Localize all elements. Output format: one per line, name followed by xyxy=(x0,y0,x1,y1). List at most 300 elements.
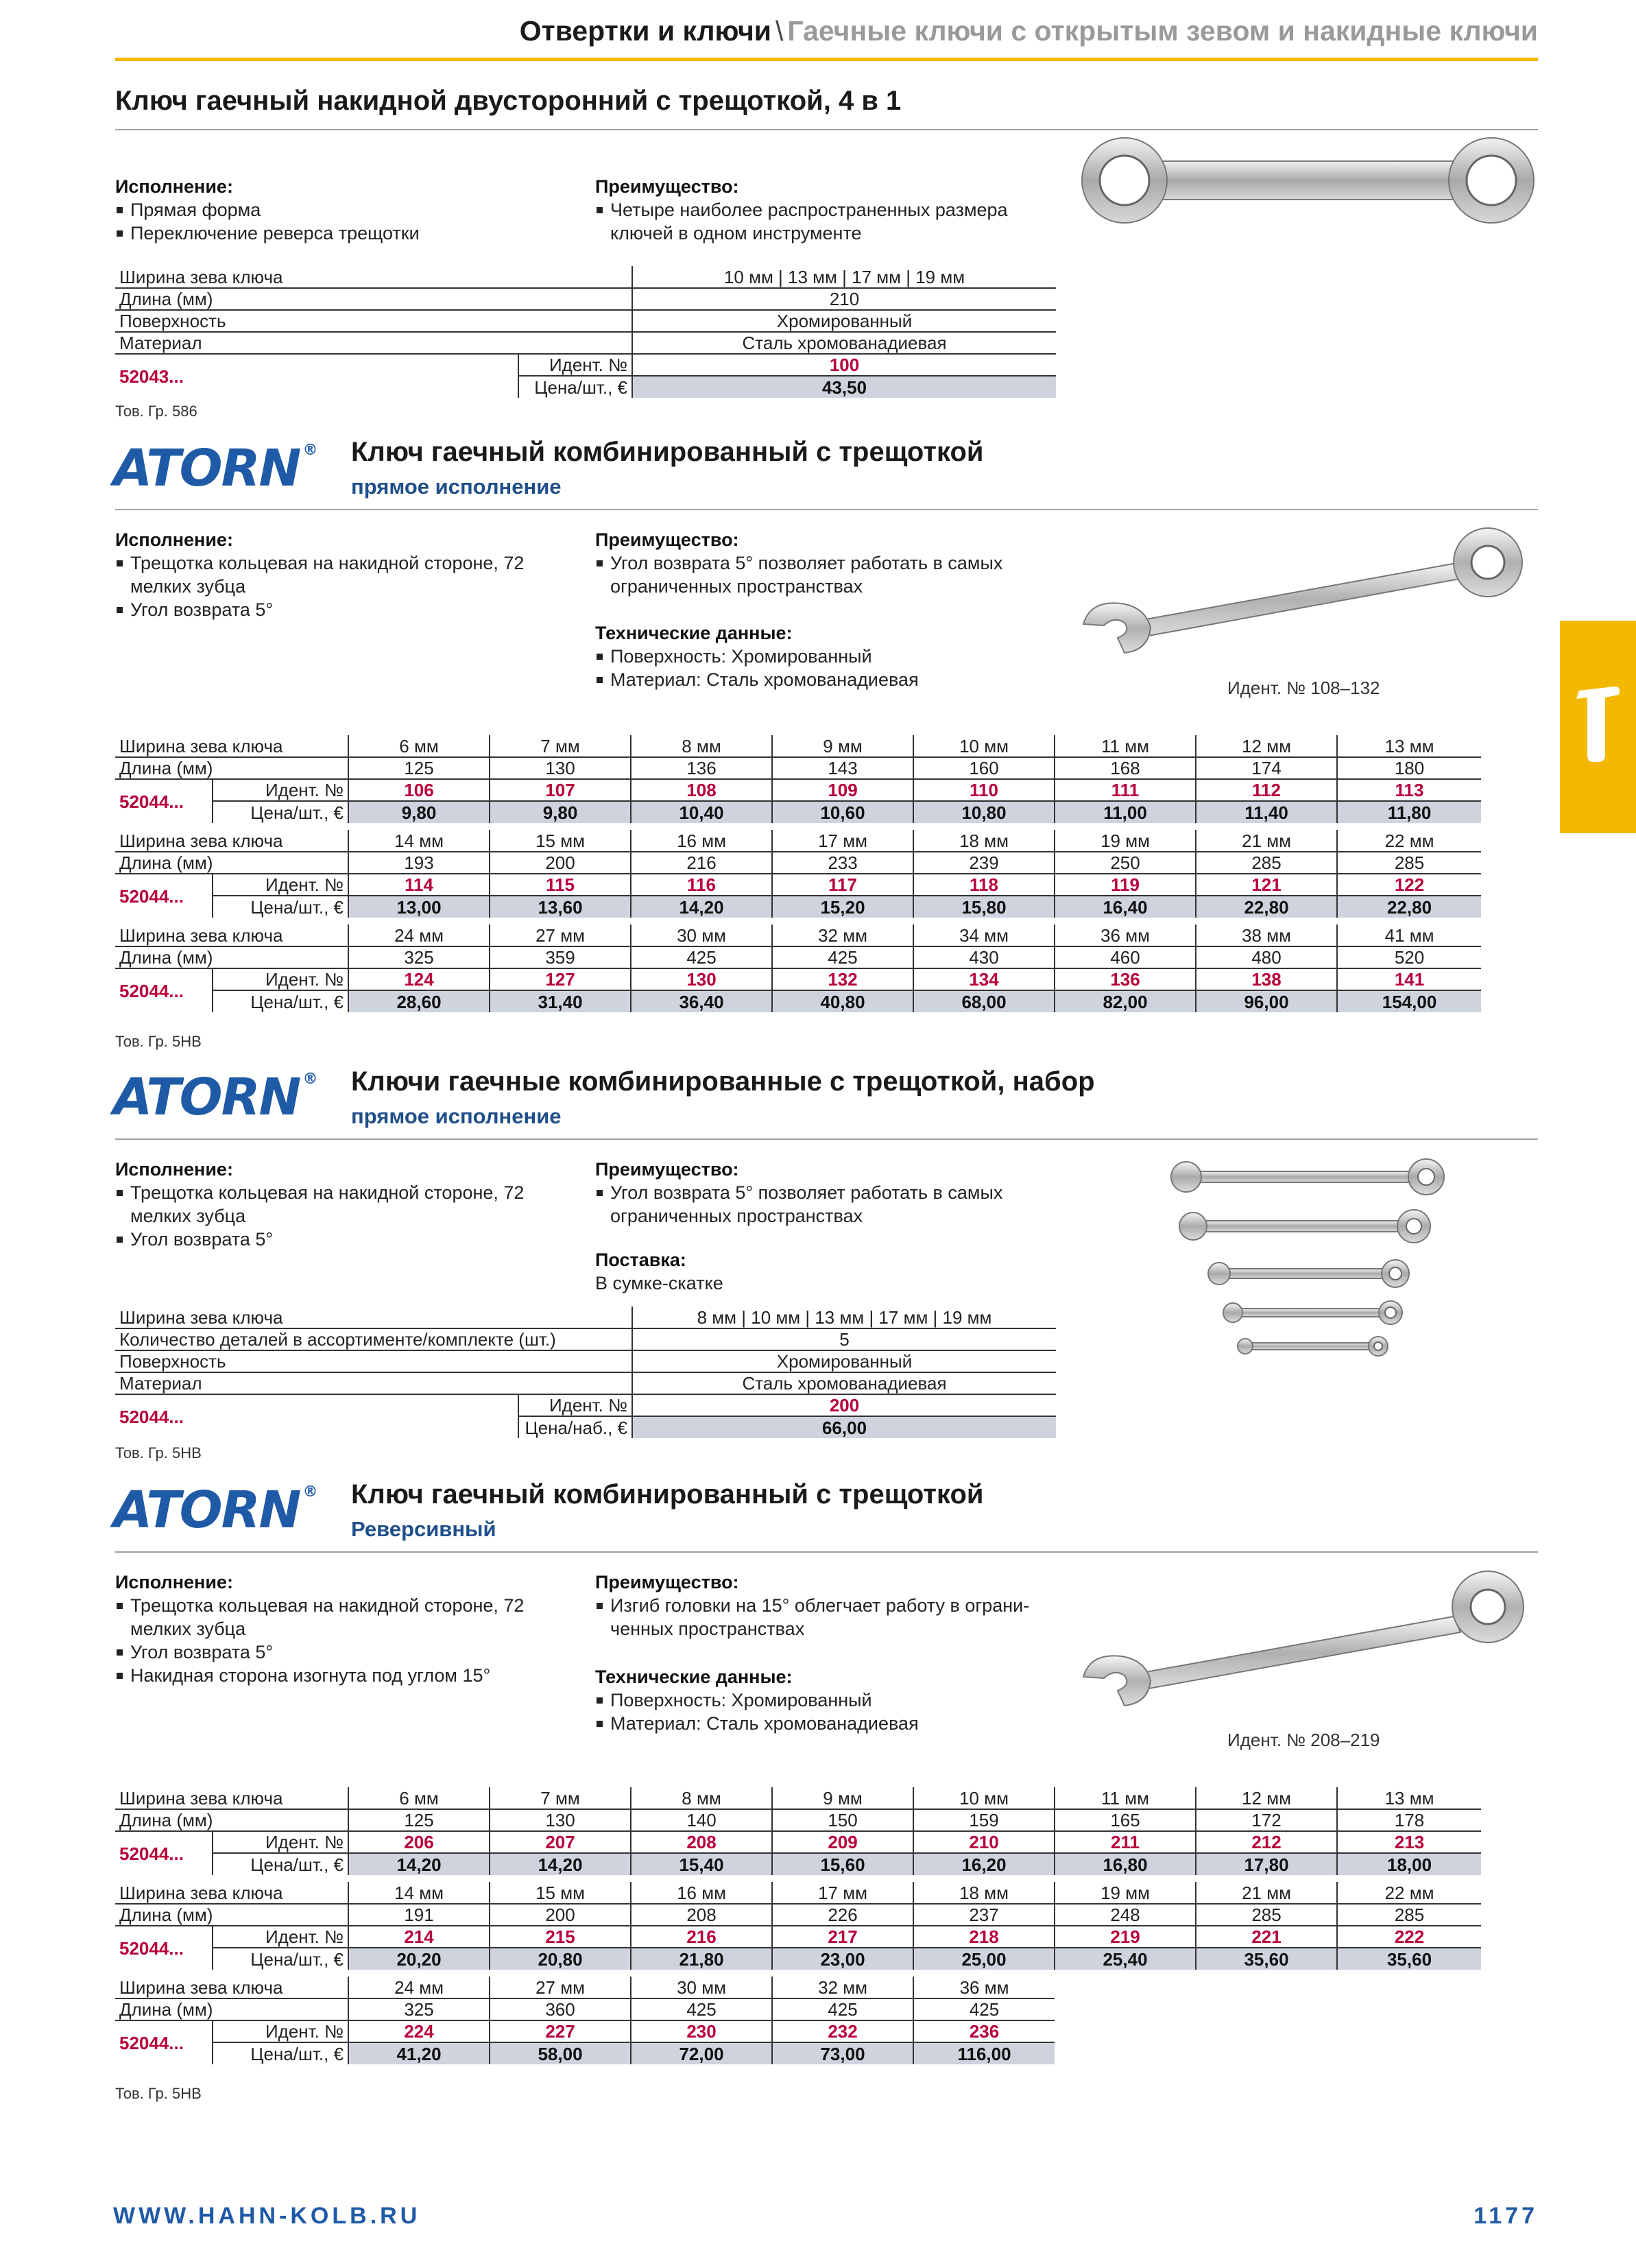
length-cell: 130 xyxy=(490,1809,631,1831)
size-cell: 14 мм xyxy=(348,830,490,852)
length-cell: 174 xyxy=(1196,757,1337,779)
product-subtitle: прямое исполнение xyxy=(351,475,562,499)
id-label: Идент. № xyxy=(213,1831,348,1853)
size-row xyxy=(115,830,1481,852)
id-cell[interactable]: 213 xyxy=(1337,1831,1481,1853)
price-cell: 22,80 xyxy=(1337,896,1481,918)
length-row xyxy=(115,946,1481,968)
size-label: Ширина зева ключа xyxy=(115,1787,348,1809)
length-cell: 165 xyxy=(1055,1809,1196,1831)
divider xyxy=(115,129,1538,130)
id-cell[interactable]: 117 xyxy=(772,874,913,896)
length-cell: 239 xyxy=(913,852,1055,874)
size-cell: 9 мм xyxy=(772,735,913,757)
spec-row xyxy=(115,1350,1056,1372)
id-cell[interactable]: 110 xyxy=(913,779,1055,801)
id-cell[interactable]: 122 xyxy=(1337,874,1481,896)
empty-cell xyxy=(1055,2042,1196,2064)
price-cell: 11,40 xyxy=(1196,801,1337,823)
execution-label: Исполнение: xyxy=(115,176,233,197)
article-number[interactable]: 52044... xyxy=(115,779,213,823)
id-cell[interactable]: 109 xyxy=(772,779,913,801)
price-cell: 72,00 xyxy=(631,2042,772,2064)
price-cell: 25,40 xyxy=(1055,1948,1196,1970)
id-cell[interactable]: 214 xyxy=(348,1926,490,1948)
spec-row xyxy=(115,1328,1056,1350)
product-title: Ключ гаечный комбинированный с трещоткой xyxy=(351,437,984,467)
brand-name: ATORN xyxy=(113,1481,300,1540)
spec-table xyxy=(115,1306,1056,1438)
size-cell: 17 мм xyxy=(772,1882,913,1904)
id-cell[interactable]: 119 xyxy=(1055,874,1196,896)
price-cell: 9,80 xyxy=(490,801,631,823)
id-row xyxy=(115,1394,1056,1416)
length-cell: 425 xyxy=(631,946,772,968)
price-cell: 154,00 xyxy=(1337,990,1481,1012)
id-cell[interactable]: 118 xyxy=(913,874,1055,896)
price-cell: 10,40 xyxy=(631,801,772,823)
id-cell[interactable]: 108 xyxy=(631,779,772,801)
length-label: Длина (мм) xyxy=(115,946,348,968)
tech-block xyxy=(595,1665,919,1735)
spec-value: Сталь хромованадиевая xyxy=(632,1372,1056,1394)
length-row xyxy=(115,852,1481,874)
image-caption: Идент. № 208–219 xyxy=(1227,1730,1380,1750)
size-cell: 30 мм xyxy=(631,924,772,946)
price-cell: 73,00 xyxy=(772,2042,913,2064)
execution-item: Угол возврата 5° xyxy=(115,1228,524,1251)
size-label: Ширина зева ключа xyxy=(115,924,348,946)
block-spacer xyxy=(115,1875,1481,1882)
empty-cell xyxy=(1337,1977,1481,1998)
execution-item-cont: мелких зубца xyxy=(130,576,246,597)
size-row xyxy=(115,1977,1481,1998)
size-cell: 16 мм xyxy=(631,830,772,852)
product-title: Ключ гаечный комбинированный с трещоткой xyxy=(351,1479,984,1509)
price-cell: 16,80 xyxy=(1055,1853,1196,1875)
id-row xyxy=(115,779,1481,801)
id-cell[interactable]: 112 xyxy=(1196,779,1337,801)
length-cell: 285 xyxy=(1196,1904,1337,1926)
id-cell[interactable]: 217 xyxy=(772,1926,913,1948)
id-cell[interactable]: 124 xyxy=(348,968,490,990)
page-header xyxy=(520,15,1538,47)
tech-label: Технические данные: xyxy=(595,1667,793,1687)
article-number[interactable]: 52044... xyxy=(115,968,213,1012)
execution-item: Трещотка кольцевая на накидной стороне, 72 xyxy=(115,1594,524,1617)
supply-label: Поставка: xyxy=(595,1250,686,1270)
price-row xyxy=(115,990,1481,1012)
wrench-straight-image xyxy=(1076,521,1543,658)
id-cell[interactable]: 141 xyxy=(1337,968,1481,990)
spec-row xyxy=(115,266,1056,288)
id-cell[interactable]: 216 xyxy=(631,1926,772,1948)
block-spacer xyxy=(115,823,1481,830)
length-label: Длина (мм) xyxy=(115,1809,348,1831)
spacer-cell xyxy=(115,1970,1481,1977)
size-cell: 11 мм xyxy=(1055,735,1196,757)
wrench-4in1-image xyxy=(1076,134,1539,230)
size-cell: 34 мм xyxy=(913,924,1055,946)
id-label: Идент. № xyxy=(213,874,348,896)
length-row xyxy=(115,1904,1481,1926)
size-cell: 11 мм xyxy=(1055,1787,1196,1809)
id-cell[interactable]: 107 xyxy=(490,779,631,801)
page-number: 1177 xyxy=(1473,2203,1538,2229)
price-cell: 14,20 xyxy=(348,1853,490,1875)
tech-item: Поверхность: Хромированный xyxy=(595,1688,919,1712)
id-cell[interactable]: 207 xyxy=(490,1831,631,1853)
id-cell[interactable]: 114 xyxy=(348,874,490,896)
price-cell: 13,00 xyxy=(348,896,490,918)
price-cell: 21,80 xyxy=(631,1948,772,1970)
section-title: Отвертки и ключи xyxy=(519,15,771,47)
length-row xyxy=(115,757,1481,779)
id-cell[interactable]: 113 xyxy=(1337,779,1481,801)
execution-item-cont: мелких зубца xyxy=(130,1206,246,1226)
empty-cell xyxy=(1337,2020,1481,2042)
length-cell: 125 xyxy=(348,1809,490,1831)
price-cell: 82,00 xyxy=(1055,990,1196,1012)
id-cell[interactable]: 211 xyxy=(1055,1831,1196,1853)
size-label: Ширина зева ключа xyxy=(115,1882,348,1904)
id-cell[interactable]: 218 xyxy=(913,1926,1055,1948)
size-cell: 9 мм xyxy=(772,1787,913,1809)
spec-value: 210 xyxy=(632,288,1056,310)
advantage-item-cont: ченных пространствах xyxy=(610,1619,805,1639)
spec-label: Ширина зева ключа xyxy=(115,1306,632,1328)
id-cell[interactable]: 232 xyxy=(772,2020,913,2042)
brand-name: ATORN xyxy=(113,1068,300,1127)
advantage-item: Изгиб головки на 15° облегчает работу в ограни- xyxy=(595,1594,1029,1617)
size-cell: 30 мм xyxy=(631,1977,772,1998)
price-label: Цена/наб., € xyxy=(525,1417,628,1438)
empty-cell xyxy=(1196,1977,1337,1998)
price-cell: 20,80 xyxy=(490,1948,631,1970)
price-label: Цена/шт., € xyxy=(534,377,628,398)
advantage-label: Преимущество: xyxy=(595,1159,739,1180)
size-cell: 27 мм xyxy=(490,1977,631,1998)
size-cell: 36 мм xyxy=(1055,924,1196,946)
price-cell: 20,20 xyxy=(348,1948,490,1970)
size-cell: 24 мм xyxy=(348,924,490,946)
advantage-block xyxy=(595,1571,1029,1640)
spec-label: Поверхность xyxy=(115,310,632,332)
article-number[interactable]: 52044... xyxy=(115,2020,213,2064)
id-row xyxy=(115,874,1481,896)
price-cell: 15,20 xyxy=(772,896,913,918)
spec-label: Материал xyxy=(115,332,632,354)
advantage-item-cont: ограниченных пространствах xyxy=(610,1206,863,1226)
length-label: Длина (мм) xyxy=(115,757,348,779)
spec-label: Поверхность xyxy=(115,1350,632,1372)
advantage-item: Четыре наиболее распространенных размера xyxy=(595,198,1008,222)
length-row xyxy=(115,1809,1481,1831)
length-cell: 130 xyxy=(490,757,631,779)
size-cell: 17 мм xyxy=(772,830,913,852)
spec-label: Материал xyxy=(115,1372,632,1394)
article-number[interactable]: 52043... xyxy=(115,354,518,398)
length-cell: 359 xyxy=(490,946,631,968)
length-cell: 216 xyxy=(631,852,772,874)
atorn-logo xyxy=(113,1068,317,1127)
advantage-label: Преимущество: xyxy=(595,176,739,197)
id-label: Идент. № xyxy=(518,354,632,376)
product-title: Ключи гаечные комбинированные с трещоткой, набор xyxy=(351,1066,1095,1097)
length-cell: 143 xyxy=(772,757,913,779)
image-caption: Идент. № 108–132 xyxy=(1227,678,1380,698)
hammer-icon xyxy=(1560,621,1636,833)
id-cell[interactable]: 130 xyxy=(631,968,772,990)
id-cell[interactable]: 212 xyxy=(1196,1831,1337,1853)
spec-table xyxy=(115,266,1056,398)
wrench-reversible-image xyxy=(1076,1567,1543,1711)
spec-row xyxy=(115,1306,1056,1328)
id-cell[interactable]: 230 xyxy=(631,2020,772,2042)
price-cell: 11,80 xyxy=(1337,801,1481,823)
id-row xyxy=(115,1831,1481,1853)
header-rule xyxy=(115,58,1538,61)
article-number[interactable]: 52044... xyxy=(115,1831,213,1875)
article-number[interactable]: 52044... xyxy=(115,1926,213,1970)
price-row xyxy=(115,2042,1481,2064)
id-cell[interactable]: 236 xyxy=(913,2020,1055,2042)
size-cell: 8 мм xyxy=(631,1787,772,1809)
id-value[interactable]: 100 xyxy=(632,354,1056,376)
execution-item-cont: мелких зубца xyxy=(130,1619,246,1639)
id-label: Идент. № xyxy=(213,779,348,801)
id-row xyxy=(115,968,1481,990)
id-cell[interactable]: 132 xyxy=(772,968,913,990)
product-group: Тов. Гр. 586 xyxy=(115,403,197,420)
article-number[interactable]: 52044... xyxy=(115,874,213,918)
price-cell: 14,20 xyxy=(490,1853,631,1875)
id-cell[interactable]: 111 xyxy=(1055,779,1196,801)
spec-label: Ширина зева ключа xyxy=(115,266,632,288)
length-cell: 248 xyxy=(1055,1904,1196,1926)
size-cell: 13 мм xyxy=(1337,735,1481,757)
header-separator: \ xyxy=(775,15,784,47)
spec-value: 10 мм | 13 мм | 17 мм | 19 мм xyxy=(632,266,1056,288)
spacer-cell xyxy=(115,823,1481,830)
id-cell[interactable]: 127 xyxy=(490,968,631,990)
size-cell: 24 мм xyxy=(348,1977,490,1998)
price-cell: 17,80 xyxy=(1196,1853,1337,1875)
id-cell[interactable]: 134 xyxy=(913,968,1055,990)
length-cell: 250 xyxy=(1055,852,1196,874)
execution-block xyxy=(115,1158,524,1251)
price-cell: 18,00 xyxy=(1337,1853,1481,1875)
price-cell: 40,80 xyxy=(772,990,913,1012)
length-label: Длина (мм) xyxy=(115,1998,348,2020)
subsection-title: Гаечные ключи с открытым зевом и накидные ключи xyxy=(787,15,1538,47)
length-cell: 460 xyxy=(1055,946,1196,968)
length-cell: 285 xyxy=(1196,852,1337,874)
id-cell[interactable]: 221 xyxy=(1196,1926,1337,1948)
empty-cell xyxy=(1337,1998,1481,2020)
category-tab[interactable] xyxy=(1560,621,1636,833)
spec-value: Сталь хромованадиевая xyxy=(632,332,1056,354)
id-cell[interactable]: 208 xyxy=(631,1831,772,1853)
advantage-item: Угол возврата 5° позволяет работать в самых xyxy=(595,1181,1002,1204)
spec-label: Длина (мм) xyxy=(115,288,632,310)
empty-cell xyxy=(1196,2042,1337,2064)
size-cell: 41 мм xyxy=(1337,924,1481,946)
website-link[interactable]: WWW.HAHN-KOLB.RU xyxy=(113,2203,421,2229)
size-cell: 18 мм xyxy=(913,830,1055,852)
length-cell: 150 xyxy=(772,1809,913,1831)
tech-item: Материал: Сталь хромованадиевая xyxy=(595,668,919,691)
size-cell: 6 мм xyxy=(348,1787,490,1809)
id-label: Идент. № xyxy=(213,968,348,990)
size-cell: 6 мм xyxy=(348,735,490,757)
length-cell: 200 xyxy=(490,852,631,874)
size-cell: 13 мм xyxy=(1337,1787,1481,1809)
advantage-label: Преимущество: xyxy=(595,529,739,550)
product-group: Тов. Гр. 5НВ xyxy=(115,1444,202,1461)
price-cell: 58,00 xyxy=(490,2042,631,2064)
size-cell: 7 мм xyxy=(490,735,631,757)
price-cell: 16,40 xyxy=(1055,896,1196,918)
spacer-cell xyxy=(115,1875,1481,1882)
price-cell: 35,60 xyxy=(1196,1948,1337,1970)
length-cell: 208 xyxy=(631,1904,772,1926)
id-cell[interactable]: 206 xyxy=(348,1831,490,1853)
empty-cell xyxy=(1055,1998,1196,2020)
block-spacer xyxy=(115,1970,1481,1977)
size-cell: 8 мм xyxy=(631,735,772,757)
price-cell: 10,80 xyxy=(913,801,1055,823)
size-cell: 15 мм xyxy=(490,830,631,852)
size-label: Ширина зева ключа xyxy=(115,830,348,852)
size-cell: 19 мм xyxy=(1055,1882,1196,1904)
length-cell: 178 xyxy=(1337,1809,1481,1831)
size-cell: 14 мм xyxy=(348,1882,490,1904)
advantage-item: Угол возврата 5° позволяет работать в самых xyxy=(595,551,1002,575)
spec-row xyxy=(115,310,1056,332)
size-cell: 12 мм xyxy=(1196,735,1337,757)
id-cell[interactable]: 209 xyxy=(772,1831,913,1853)
spec-row xyxy=(115,332,1056,354)
id-cell[interactable]: 116 xyxy=(631,874,772,896)
empty-cell xyxy=(1055,2020,1196,2042)
product-subtitle: прямое исполнение xyxy=(351,1104,562,1128)
id-cell[interactable]: 227 xyxy=(490,2020,631,2042)
spec-row xyxy=(115,1372,1056,1394)
registered-mark: ® xyxy=(302,1483,317,1501)
price-cell: 41,20 xyxy=(348,2042,490,2064)
id-cell[interactable]: 210 xyxy=(913,1831,1055,1853)
length-cell: 125 xyxy=(348,757,490,779)
length-cell: 425 xyxy=(631,1998,772,2020)
empty-cell xyxy=(1196,2020,1337,2042)
price-cell: 15,80 xyxy=(913,896,1055,918)
execution-item: Накидная сторона изогнута под углом 15° xyxy=(115,1664,524,1687)
price-cell: 11,00 xyxy=(1055,801,1196,823)
length-cell: 159 xyxy=(913,1809,1055,1831)
price-row xyxy=(115,1853,1481,1875)
size-cell: 16 мм xyxy=(631,1882,772,1904)
advantage-block xyxy=(595,528,1002,598)
tech-block xyxy=(595,621,919,691)
price-cell: 96,00 xyxy=(1196,990,1337,1012)
id-cell[interactable]: 224 xyxy=(348,2020,490,2042)
length-cell: 360 xyxy=(490,1998,631,2020)
length-cell: 285 xyxy=(1337,1904,1481,1926)
spec-value: 5 xyxy=(632,1328,1056,1350)
size-cell: 27 мм xyxy=(490,924,631,946)
length-cell: 425 xyxy=(913,1998,1055,2020)
divider xyxy=(115,509,1538,510)
price-row xyxy=(115,1948,1481,1970)
price-row xyxy=(115,896,1481,918)
execution-block xyxy=(115,528,524,621)
product-group: Тов. Гр. 5НВ xyxy=(115,1033,202,1050)
id-cell[interactable]: 115 xyxy=(490,874,631,896)
id-cell[interactable]: 138 xyxy=(1196,968,1337,990)
id-cell[interactable]: 222 xyxy=(1337,1926,1481,1948)
size-cell: 18 мм xyxy=(913,1882,1055,1904)
wrench-set-image xyxy=(1159,1152,1447,1365)
length-cell: 200 xyxy=(490,1904,631,1926)
id-cell[interactable]: 215 xyxy=(490,1926,631,1948)
size-cell: 36 мм xyxy=(913,1977,1055,1998)
length-cell: 136 xyxy=(631,757,772,779)
size-row xyxy=(115,1882,1481,1904)
article-number[interactable]: 52044... xyxy=(115,1394,518,1438)
tech-label: Технические данные: xyxy=(595,623,793,643)
size-cell: 7 мм xyxy=(490,1787,631,1809)
length-row xyxy=(115,1998,1481,2020)
length-cell: 168 xyxy=(1055,757,1196,779)
price-cell: 14,20 xyxy=(631,896,772,918)
registered-mark: ® xyxy=(302,1071,317,1088)
price-cell: 25,00 xyxy=(913,1948,1055,1970)
length-cell: 180 xyxy=(1337,757,1481,779)
advantage-label: Преимущество: xyxy=(595,1572,739,1592)
length-label: Длина (мм) xyxy=(115,1904,348,1926)
product-subtitle: Реверсивный xyxy=(351,1517,496,1541)
spec-value: Хромированный xyxy=(632,1350,1056,1372)
atorn-logo xyxy=(113,1481,317,1540)
execution-item: Трещотка кольцевая на накидной стороне, 72 xyxy=(115,1181,524,1204)
size-cell: 22 мм xyxy=(1337,1882,1481,1904)
id-cell[interactable]: 121 xyxy=(1196,874,1337,896)
price-label: Цена/шт., € xyxy=(250,802,344,823)
price-cell: 116,00 xyxy=(913,2042,1055,2064)
spacer-cell xyxy=(115,918,1481,924)
size-cell: 21 мм xyxy=(1196,1882,1337,1904)
price-cell: 15,40 xyxy=(631,1853,772,1875)
id-value[interactable]: 200 xyxy=(632,1394,1056,1416)
id-cell[interactable]: 136 xyxy=(1055,968,1196,990)
execution-item: Трещотка кольцевая на накидной стороне, 72 xyxy=(115,551,524,575)
id-cell[interactable]: 219 xyxy=(1055,1926,1196,1948)
brand-name: ATORN xyxy=(113,439,300,498)
length-cell: 520 xyxy=(1337,946,1481,968)
id-cell[interactable]: 106 xyxy=(348,779,490,801)
length-label: Длина (мм) xyxy=(115,852,348,874)
price-cell: 68,00 xyxy=(913,990,1055,1012)
id-row xyxy=(115,2020,1481,2042)
size-label: Ширина зева ключа xyxy=(115,735,348,757)
price-label: Цена/шт., € xyxy=(250,1854,344,1875)
advantage-item-cont: ограниченных пространствах xyxy=(610,576,863,597)
execution-block xyxy=(115,1571,524,1687)
size-cell: 32 мм xyxy=(772,924,913,946)
empty-cell xyxy=(1196,1998,1337,2020)
execution-item: Переключение реверса трещотки xyxy=(115,222,420,245)
